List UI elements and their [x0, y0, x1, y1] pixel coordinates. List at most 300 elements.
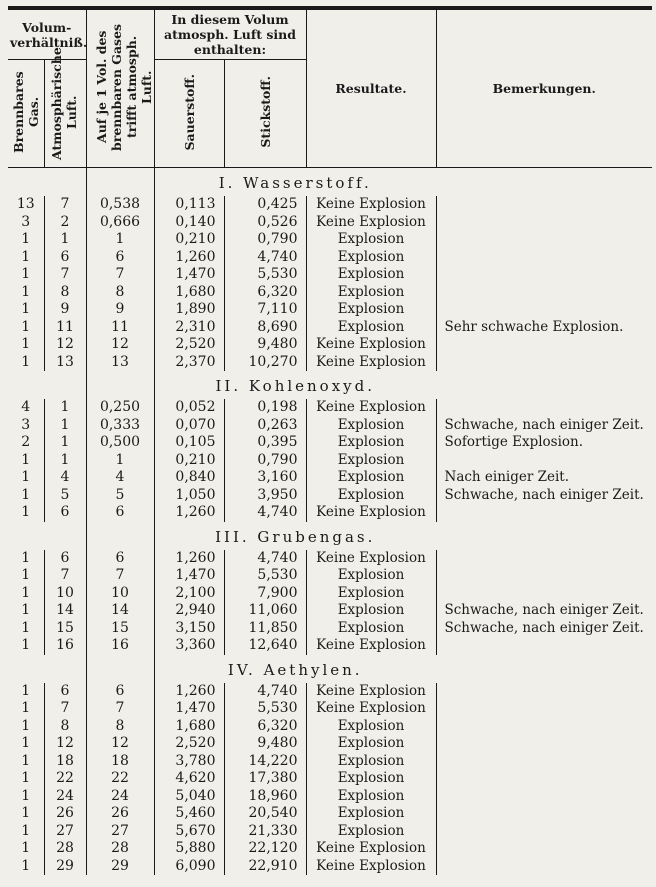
- auf-je-cell: 0,538: [86, 196, 154, 214]
- table-row: [8, 585, 652, 603]
- sauerstoff-cell: 2,370: [154, 354, 224, 372]
- table-row: [8, 683, 652, 701]
- auf-je-cell: 12: [86, 735, 154, 753]
- brennbares-gas-cell: 1: [8, 683, 44, 701]
- atmosph-luft-cell: 1: [44, 231, 86, 249]
- brennbares-gas-cell: 1: [8, 336, 44, 354]
- header-stickstoff: Stickstoff.: [257, 76, 273, 148]
- sauerstoff-cell: 5,040: [154, 788, 224, 806]
- table-row: [8, 417, 652, 435]
- resultat-cell: Explosion: [306, 487, 436, 505]
- table-row: [8, 434, 652, 452]
- brennbares-gas-cell: 1: [8, 284, 44, 302]
- stickstoff-cell: 11,060: [224, 602, 306, 620]
- explosion-table: [8, 6, 652, 875]
- section-title-row: [8, 371, 652, 399]
- stickstoff-cell: 9,480: [224, 336, 306, 354]
- resultat-cell: Explosion: [306, 266, 436, 284]
- stickstoff-cell: 7,110: [224, 301, 306, 319]
- bemerkung-cell: [436, 196, 652, 214]
- auf-je-cell: 0,333: [86, 417, 154, 435]
- stickstoff-cell: 7,900: [224, 585, 306, 603]
- brennbares-gas-cell: 3: [8, 214, 44, 232]
- brennbares-gas-cell: 1: [8, 840, 44, 858]
- auf-je-cell: 6: [86, 504, 154, 522]
- stickstoff-cell: 9,480: [224, 735, 306, 753]
- bemerkung-cell: [436, 231, 652, 249]
- resultat-cell: Explosion: [306, 249, 436, 267]
- table-row: [8, 452, 652, 470]
- bemerkung-cell: [436, 504, 652, 522]
- resultat-cell: Keine Explosion: [306, 840, 436, 858]
- table-row: [8, 249, 652, 267]
- sauerstoff-cell: 0,140: [154, 214, 224, 232]
- section-blank-cell: [86, 168, 154, 197]
- atmosph-luft-cell: 27: [44, 823, 86, 841]
- atmosph-luft-cell: 1: [44, 399, 86, 417]
- section-blank-cell: [436, 522, 652, 550]
- sauerstoff-cell: 0,210: [154, 452, 224, 470]
- auf-je-cell: 11: [86, 319, 154, 337]
- sauerstoff-cell: 1,050: [154, 487, 224, 505]
- resultat-cell: Explosion: [306, 417, 436, 435]
- bemerkung-cell: Nach einiger Zeit.: [444, 469, 570, 485]
- resultat-cell: Keine Explosion: [306, 336, 436, 354]
- brennbares-gas-cell: 1: [8, 585, 44, 603]
- section-title: III. Grubengas.: [215, 527, 376, 546]
- auf-je-cell: 1: [86, 452, 154, 470]
- stickstoff-cell: 17,380: [224, 770, 306, 788]
- atmosph-luft-cell: 29: [44, 858, 86, 876]
- sauerstoff-cell: 4,620: [154, 770, 224, 788]
- resultat-cell: Explosion: [306, 718, 436, 736]
- brennbares-gas-cell: 1: [8, 753, 44, 771]
- table-row: [8, 567, 652, 585]
- sauerstoff-cell: 0,840: [154, 469, 224, 487]
- resultat-cell: Keine Explosion: [306, 550, 436, 568]
- stickstoff-cell: 0,198: [224, 399, 306, 417]
- stickstoff-cell: 22,120: [224, 840, 306, 858]
- table-row: [8, 231, 652, 249]
- resultat-cell: Explosion: [306, 434, 436, 452]
- stickstoff-cell: 6,320: [224, 284, 306, 302]
- auf-je-cell: 9: [86, 301, 154, 319]
- section-blank-cell: [86, 371, 154, 399]
- brennbares-gas-cell: 1: [8, 823, 44, 841]
- atmosph-luft-cell: 24: [44, 788, 86, 806]
- bemerkung-cell: [436, 354, 652, 372]
- sauerstoff-cell: 6,090: [154, 858, 224, 876]
- stickstoff-cell: 10,270: [224, 354, 306, 372]
- sauerstoff-cell: 5,880: [154, 840, 224, 858]
- header-auf-je: Auf je 1 Vol. des brennbaren Gases trifft atmosph. Luft.: [94, 23, 154, 151]
- header-atmosph-luft-cell: [44, 47, 86, 168]
- bemerkung-cell: Sehr schwache Explosion.: [444, 318, 624, 335]
- table-row: [8, 487, 652, 505]
- header-stickstoff-cell: [224, 60, 306, 168]
- atmosph-luft-cell: 1: [44, 417, 86, 435]
- table-row: [8, 840, 652, 858]
- auf-je-cell: 6: [86, 550, 154, 568]
- bemerkung-cell: [436, 214, 652, 232]
- stickstoff-cell: 18,960: [224, 788, 306, 806]
- sauerstoff-cell: 1,470: [154, 700, 224, 718]
- brennbares-gas-cell: 1: [8, 319, 44, 337]
- table-row: [8, 770, 652, 788]
- resultat-cell: Keine Explosion: [306, 637, 436, 655]
- auf-je-cell: 6: [86, 683, 154, 701]
- stickstoff-cell: 4,740: [224, 550, 306, 568]
- brennbares-gas-cell: 1: [8, 231, 44, 249]
- table-row: [8, 469, 652, 487]
- auf-je-cell: 14: [86, 602, 154, 620]
- auf-je-cell: 8: [86, 284, 154, 302]
- bemerkung-cell: [436, 585, 652, 603]
- header-brennbares-gas-cell: [8, 60, 44, 168]
- auf-je-cell: 12: [86, 336, 154, 354]
- brennbares-gas-cell: 1: [8, 858, 44, 876]
- sauerstoff-cell: 0,070: [154, 417, 224, 435]
- section-blank-cell: [86, 655, 154, 683]
- table-row: [8, 637, 652, 655]
- stickstoff-cell: 0,425: [224, 196, 306, 214]
- stickstoff-cell: 21,330: [224, 823, 306, 841]
- atmosph-luft-cell: 10: [44, 585, 86, 603]
- stickstoff-cell: 0,526: [224, 214, 306, 232]
- bemerkung-cell: [436, 735, 652, 753]
- atmosph-luft-cell: 5: [44, 487, 86, 505]
- stickstoff-cell: 20,540: [224, 805, 306, 823]
- stickstoff-cell: 0,790: [224, 231, 306, 249]
- section-title-row: [8, 522, 652, 550]
- resultat-cell: Explosion: [306, 753, 436, 771]
- section-blank-cell: [8, 371, 86, 399]
- bemerkung-cell: [436, 858, 652, 876]
- resultat-cell: Explosion: [306, 469, 436, 487]
- resultat-cell: Keine Explosion: [306, 683, 436, 701]
- brennbares-gas-cell: 1: [8, 354, 44, 372]
- resultat-cell: Explosion: [306, 319, 436, 337]
- atmosph-luft-cell: 6: [44, 683, 86, 701]
- bemerkung-cell: [436, 805, 652, 823]
- stickstoff-cell: 3,160: [224, 469, 306, 487]
- resultat-cell: Explosion: [306, 620, 436, 638]
- auf-je-cell: 7: [86, 266, 154, 284]
- brennbares-gas-cell: 1: [8, 805, 44, 823]
- table-row: [8, 336, 652, 354]
- table-row: [8, 214, 652, 232]
- header-atmosph-luft: Atmosphärische Luft.: [49, 47, 79, 160]
- sauerstoff-cell: 3,360: [154, 637, 224, 655]
- sauerstoff-cell: 1,260: [154, 504, 224, 522]
- sauerstoff-cell: 2,100: [154, 585, 224, 603]
- header-resultate: Resultate.: [306, 10, 436, 168]
- auf-je-cell: 1: [86, 231, 154, 249]
- atmosph-luft-cell: 8: [44, 284, 86, 302]
- section-blank-cell: [436, 655, 652, 683]
- auf-je-cell: 24: [86, 788, 154, 806]
- sauerstoff-cell: 0,113: [154, 196, 224, 214]
- sauerstoff-cell: 1,680: [154, 284, 224, 302]
- brennbares-gas-cell: 3: [8, 417, 44, 435]
- section-blank-cell: [8, 655, 86, 683]
- atmosph-luft-cell: 18: [44, 753, 86, 771]
- sauerstoff-cell: 1,260: [154, 683, 224, 701]
- brennbares-gas-cell: 1: [8, 602, 44, 620]
- sauerstoff-cell: 2,520: [154, 336, 224, 354]
- table-row: [8, 354, 652, 372]
- brennbares-gas-cell: 1: [8, 735, 44, 753]
- resultat-cell: Keine Explosion: [306, 504, 436, 522]
- table-row: [8, 196, 652, 214]
- bemerkung-cell: [436, 336, 652, 354]
- stickstoff-cell: 12,640: [224, 637, 306, 655]
- auf-je-cell: 27: [86, 823, 154, 841]
- table-row: [8, 266, 652, 284]
- brennbares-gas-cell: 1: [8, 620, 44, 638]
- table-row: [8, 602, 652, 620]
- section-blank-cell: [436, 371, 652, 399]
- bemerkung-cell: [436, 788, 652, 806]
- resultat-cell: Explosion: [306, 805, 436, 823]
- atmosph-luft-cell: 2: [44, 214, 86, 232]
- resultat-cell: Explosion: [306, 770, 436, 788]
- atmosph-luft-cell: 6: [44, 249, 86, 267]
- brennbares-gas-cell: 1: [8, 788, 44, 806]
- bemerkung-cell: [436, 550, 652, 568]
- section-blank-cell: [8, 522, 86, 550]
- auf-je-cell: 22: [86, 770, 154, 788]
- sauerstoff-cell: 2,520: [154, 735, 224, 753]
- section-title-row: [8, 168, 652, 197]
- bemerkung-cell: [436, 284, 652, 302]
- resultat-cell: Explosion: [306, 284, 436, 302]
- atmosph-luft-cell: 1: [44, 452, 86, 470]
- auf-je-cell: 4: [86, 469, 154, 487]
- sauerstoff-cell: 1,260: [154, 249, 224, 267]
- auf-je-cell: 26: [86, 805, 154, 823]
- atmosph-luft-cell: 12: [44, 735, 86, 753]
- table-row: [8, 301, 652, 319]
- brennbares-gas-cell: 1: [8, 567, 44, 585]
- sauerstoff-cell: 1,470: [154, 567, 224, 585]
- auf-je-cell: 6: [86, 249, 154, 267]
- resultat-cell: Explosion: [306, 735, 436, 753]
- header-sauerstoff-cell: [154, 60, 224, 168]
- stickstoff-cell: 0,263: [224, 417, 306, 435]
- bemerkung-cell: [436, 452, 652, 470]
- auf-je-cell: 7: [86, 700, 154, 718]
- stickstoff-cell: 14,220: [224, 753, 306, 771]
- auf-je-cell: 10: [86, 585, 154, 603]
- bemerkung-cell: Sofortige Explosion.: [444, 434, 584, 450]
- table-body: [8, 168, 652, 876]
- bemerkung-cell: [436, 637, 652, 655]
- resultat-cell: Explosion: [306, 602, 436, 620]
- brennbares-gas-cell: 1: [8, 550, 44, 568]
- resultat-cell: Keine Explosion: [306, 214, 436, 232]
- brennbares-gas-cell: 2: [8, 434, 44, 452]
- stickstoff-cell: 8,690: [224, 319, 306, 337]
- bemerkung-cell: [436, 700, 652, 718]
- atmosph-luft-cell: 7: [44, 266, 86, 284]
- resultat-cell: Explosion: [306, 231, 436, 249]
- bemerkung-cell: [436, 567, 652, 585]
- sauerstoff-cell: 2,310: [154, 319, 224, 337]
- stickstoff-cell: 5,530: [224, 266, 306, 284]
- resultat-cell: Keine Explosion: [306, 196, 436, 214]
- resultat-cell: Keine Explosion: [306, 399, 436, 417]
- resultat-cell: Explosion: [306, 585, 436, 603]
- header-bemerkungen: Bemerkungen.: [436, 10, 652, 168]
- auf-je-cell: 28: [86, 840, 154, 858]
- auf-je-cell: 5: [86, 487, 154, 505]
- section-title: II. Kohlenoxyd.: [215, 377, 376, 396]
- brennbares-gas-cell: 1: [8, 452, 44, 470]
- table-row: [8, 823, 652, 841]
- auf-je-cell: 0,250: [86, 399, 154, 417]
- sauerstoff-cell: 0,210: [154, 231, 224, 249]
- table-row: [8, 788, 652, 806]
- section-blank-cell: [436, 168, 652, 197]
- resultat-cell: Explosion: [306, 452, 436, 470]
- auf-je-cell: 18: [86, 753, 154, 771]
- table-row: [8, 858, 652, 876]
- atmosph-luft-cell: 13: [44, 354, 86, 372]
- sauerstoff-cell: 3,150: [154, 620, 224, 638]
- table-row: [8, 504, 652, 522]
- brennbares-gas-cell: 1: [8, 504, 44, 522]
- bemerkung-cell: [436, 399, 652, 417]
- sauerstoff-cell: 5,670: [154, 823, 224, 841]
- table-row: [8, 718, 652, 736]
- table-row: [8, 319, 652, 337]
- bemerkung-cell: [436, 753, 652, 771]
- header-volumverhaeltnis: Volum-verhältniß.: [8, 10, 86, 60]
- sauerstoff-cell: 1,470: [154, 266, 224, 284]
- section-title-row: [8, 655, 652, 683]
- brennbares-gas-cell: 1: [8, 487, 44, 505]
- brennbares-gas-cell: 1: [8, 249, 44, 267]
- bemerkung-cell: [436, 770, 652, 788]
- brennbares-gas-cell: 4: [8, 399, 44, 417]
- atmosph-luft-cell: 16: [44, 637, 86, 655]
- resultat-cell: Keine Explosion: [306, 700, 436, 718]
- section-title: IV. Aethylen.: [227, 660, 363, 679]
- atmosph-luft-cell: 22: [44, 770, 86, 788]
- bemerkung-cell: [436, 823, 652, 841]
- brennbares-gas-cell: 1: [8, 266, 44, 284]
- sauerstoff-cell: 1,890: [154, 301, 224, 319]
- brennbares-gas-cell: 1: [8, 770, 44, 788]
- stickstoff-cell: 5,530: [224, 567, 306, 585]
- brennbares-gas-cell: 1: [8, 637, 44, 655]
- atmosph-luft-cell: 6: [44, 504, 86, 522]
- stickstoff-cell: 22,910: [224, 858, 306, 876]
- brennbares-gas-cell: 1: [8, 301, 44, 319]
- sauerstoff-cell: 3,780: [154, 753, 224, 771]
- auf-je-cell: 0,500: [86, 434, 154, 452]
- table-row: [8, 620, 652, 638]
- stickstoff-cell: 5,530: [224, 700, 306, 718]
- resultat-cell: Explosion: [306, 788, 436, 806]
- resultat-cell: Keine Explosion: [306, 858, 436, 876]
- stickstoff-cell: 4,740: [224, 683, 306, 701]
- sauerstoff-cell: 2,940: [154, 602, 224, 620]
- atmosph-luft-cell: 26: [44, 805, 86, 823]
- atmosph-luft-cell: 8: [44, 718, 86, 736]
- table-row: [8, 753, 652, 771]
- header-auf-je-cell: [86, 10, 154, 168]
- auf-je-cell: 29: [86, 858, 154, 876]
- bemerkung-cell: [436, 301, 652, 319]
- table-row: [8, 550, 652, 568]
- atmosph-luft-cell: 1: [44, 434, 86, 452]
- bemerkung-cell: Schwache, nach einiger Zeit.: [444, 619, 644, 636]
- stickstoff-cell: 0,790: [224, 452, 306, 470]
- auf-je-cell: 16: [86, 637, 154, 655]
- stickstoff-cell: 0,395: [224, 434, 306, 452]
- auf-je-cell: 15: [86, 620, 154, 638]
- bemerkung-cell: Schwache, nach einiger Zeit.: [444, 486, 644, 503]
- sauerstoff-cell: 5,460: [154, 805, 224, 823]
- section-blank-cell: [86, 522, 154, 550]
- atmosph-luft-cell: 14: [44, 602, 86, 620]
- sauerstoff-cell: 0,105: [154, 434, 224, 452]
- brennbares-gas-cell: 1: [8, 718, 44, 736]
- brennbares-gas-cell: 13: [8, 196, 44, 214]
- bemerkung-cell: [436, 718, 652, 736]
- bemerkung-cell: [436, 683, 652, 701]
- sauerstoff-cell: 1,260: [154, 550, 224, 568]
- atmosph-luft-cell: 12: [44, 336, 86, 354]
- stickstoff-cell: 3,950: [224, 487, 306, 505]
- resultat-cell: Explosion: [306, 823, 436, 841]
- auf-je-cell: 0,666: [86, 214, 154, 232]
- atmosph-luft-cell: 7: [44, 700, 86, 718]
- atmosph-luft-cell: 7: [44, 567, 86, 585]
- sauerstoff-cell: 1,680: [154, 718, 224, 736]
- atmosph-luft-cell: 7: [44, 196, 86, 214]
- atmosph-luft-cell: 15: [44, 620, 86, 638]
- bemerkung-cell: [436, 840, 652, 858]
- stickstoff-cell: 4,740: [224, 504, 306, 522]
- atmosph-luft-cell: 28: [44, 840, 86, 858]
- atmosph-luft-cell: 4: [44, 469, 86, 487]
- section-title: I. Wasserstoff.: [218, 174, 372, 193]
- table-row: [8, 700, 652, 718]
- bemerkung-cell: [436, 249, 652, 267]
- table-row: [8, 735, 652, 753]
- bemerkung-cell: Schwache, nach einiger Zeit.: [444, 602, 644, 618]
- header-sauerstoff: Sauerstoff.: [181, 73, 197, 151]
- sauerstoff-cell: 0,052: [154, 399, 224, 417]
- table-row: [8, 805, 652, 823]
- stickstoff-cell: 11,850: [224, 620, 306, 638]
- atmosph-luft-cell: 9: [44, 301, 86, 319]
- auf-je-cell: 13: [86, 354, 154, 372]
- resultat-cell: Keine Explosion: [306, 354, 436, 372]
- atmosph-luft-cell: 6: [44, 550, 86, 568]
- brennbares-gas-cell: 1: [8, 700, 44, 718]
- auf-je-cell: 7: [86, 567, 154, 585]
- atmosph-luft-cell: 11: [44, 319, 86, 337]
- stickstoff-cell: 6,320: [224, 718, 306, 736]
- bemerkung-cell: Schwache, nach einiger Zeit.: [444, 416, 644, 433]
- bemerkung-cell: [436, 266, 652, 284]
- header-brennbares-gas: Brennbares Gas.: [10, 71, 41, 153]
- table-row: [8, 284, 652, 302]
